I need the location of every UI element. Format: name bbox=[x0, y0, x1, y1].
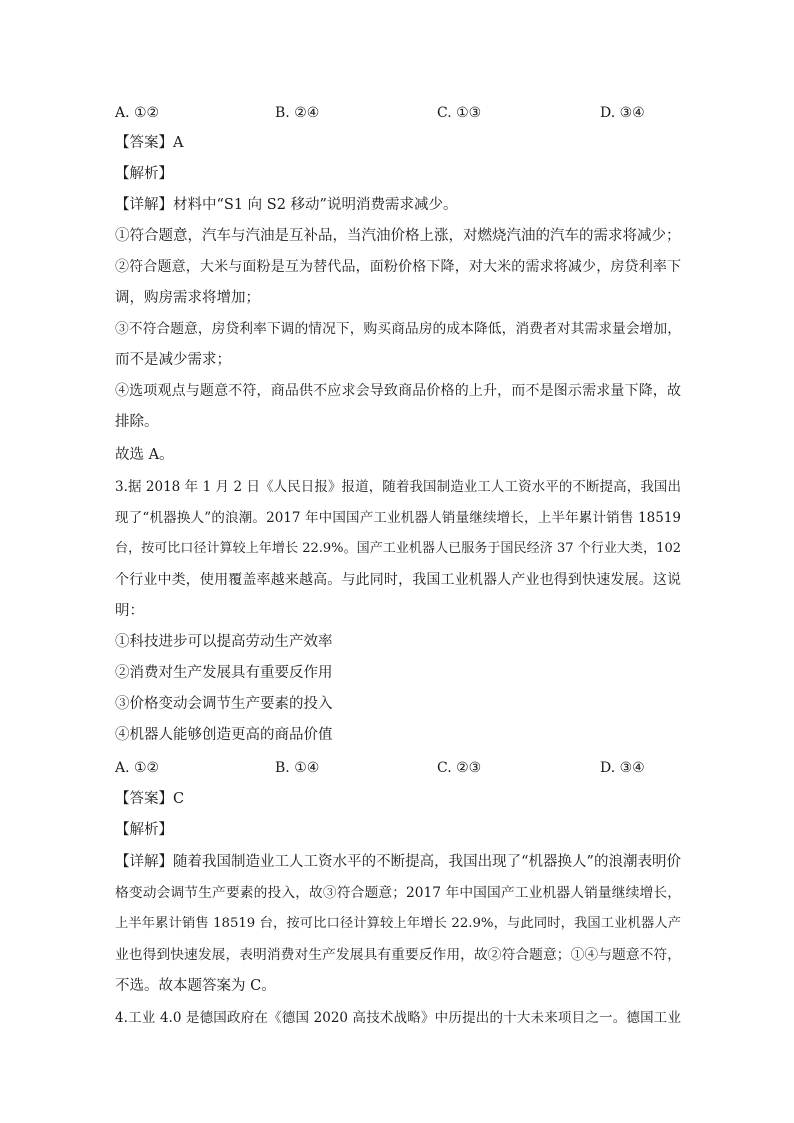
q3-detail-line: 【详解】随着我国制造业工人工资水平的不断提高，我国出现了“机器换人”的浪潮表明价 bbox=[115, 854, 681, 870]
q2-option-d: D. ③④ bbox=[600, 105, 645, 121]
q3-item: ③价格变动会调节生产要素的投入 bbox=[115, 696, 333, 712]
q3-option-b: B. ①④ bbox=[275, 760, 320, 776]
q3-detail-line: 上半年累计销售 18519 台，按可比口径计算较上年增长 22.9%，与此同时，我国工业机器人产 bbox=[115, 916, 681, 931]
q3-analysis-label: 【解析】 bbox=[115, 822, 173, 838]
q3-options bbox=[115, 758, 681, 778]
q2-detail-line: ③不符合题意，房贷利率下调的情况下，购买商品房的成本降低，消费者对其需求量会增加， bbox=[115, 321, 681, 337]
q2-detail-line: ④选项观点与题意不符，商品供不应求会导致商品价格的上升，而不是图示需求量下降，故 bbox=[115, 383, 681, 399]
q2-detail-line: 【详解】材料中“S1 向 S2 移动”说明消费需求减少。 bbox=[115, 197, 458, 213]
q2-conclusion: 故选 A。 bbox=[115, 447, 174, 463]
q3-option-c: C. ②③ bbox=[437, 760, 482, 776]
q2-detail-line: 而不是减少需求； bbox=[115, 352, 231, 368]
q2-detail-line: 调，购房需求将增加； bbox=[115, 290, 260, 306]
q2-option-c: C. ①③ bbox=[437, 105, 482, 121]
q3-stem-line: 台，按可比口径计算较上年增长 22.9%。国产工业机器人已服务于国民经济 37 个行业大类，102 bbox=[115, 541, 681, 556]
q2-detail-line: 排除。 bbox=[115, 414, 159, 430]
q2-answer: 【答案】A bbox=[115, 135, 184, 151]
q2-detail-line: ①符合题意，汽车与汽油是互补品，当汽油价格上涨，对燃烧汽油的汽车的需求将减少； bbox=[115, 228, 681, 244]
q3-option-d: D. ③④ bbox=[600, 760, 645, 776]
q3-stem-line: 3.据 2018 年 1 月 2 日《人民日报》报道，随着我国制造业工人工资水平的不断提高，我国出 bbox=[115, 479, 681, 495]
q3-detail-line: 格变动会调节生产要素的投入，故③符合题意；2017 年中国国产工业机器人销量继续增长， bbox=[115, 885, 681, 901]
q3-item: ①科技进步可以提高劳动生产效率 bbox=[115, 634, 333, 650]
q3-stem-line: 现了“机器换人”的浪潮。2017 年中国国产工业机器人销量继续增长，上半年累计销售 18519 bbox=[115, 510, 681, 526]
q3-option-a: A. ①② bbox=[115, 760, 160, 776]
q3-detail-line: 不选。故本题答案为 C。 bbox=[115, 978, 276, 994]
q3-stem-line: 明： bbox=[115, 603, 144, 619]
q3-item: ②消费对生产发展具有重要反作用 bbox=[115, 665, 333, 681]
q3-answer: 【答案】C bbox=[115, 791, 185, 807]
q2-options bbox=[115, 103, 681, 123]
q2-option-b: B. ②④ bbox=[275, 105, 320, 121]
q2-detail-line: ②符合题意，大米与面粉是互为替代品，面粉价格下降，对大米的需求将减少，房贷利率下 bbox=[115, 259, 681, 275]
q4-stem-line: 4.工业 4.0 是德国政府在《德国 2020 高技术战略》中历提出的十大未来项目之一。德国工业 bbox=[115, 1010, 681, 1026]
q3-detail-line: 业也得到快速发展，表明消费对生产发展具有重要反作用，故②符合题意；①④与题意不符， bbox=[115, 947, 681, 963]
q2-analysis-label: 【解析】 bbox=[115, 166, 173, 182]
q2-option-a: A. ①② bbox=[115, 105, 160, 121]
q3-stem-line: 个行业中类，使用覆盖率越来越高。与此同时，我国工业机器人产业也得到快速发展。这说 bbox=[115, 572, 681, 588]
q3-item: ④机器人能够创造更高的商品价值 bbox=[115, 727, 333, 743]
